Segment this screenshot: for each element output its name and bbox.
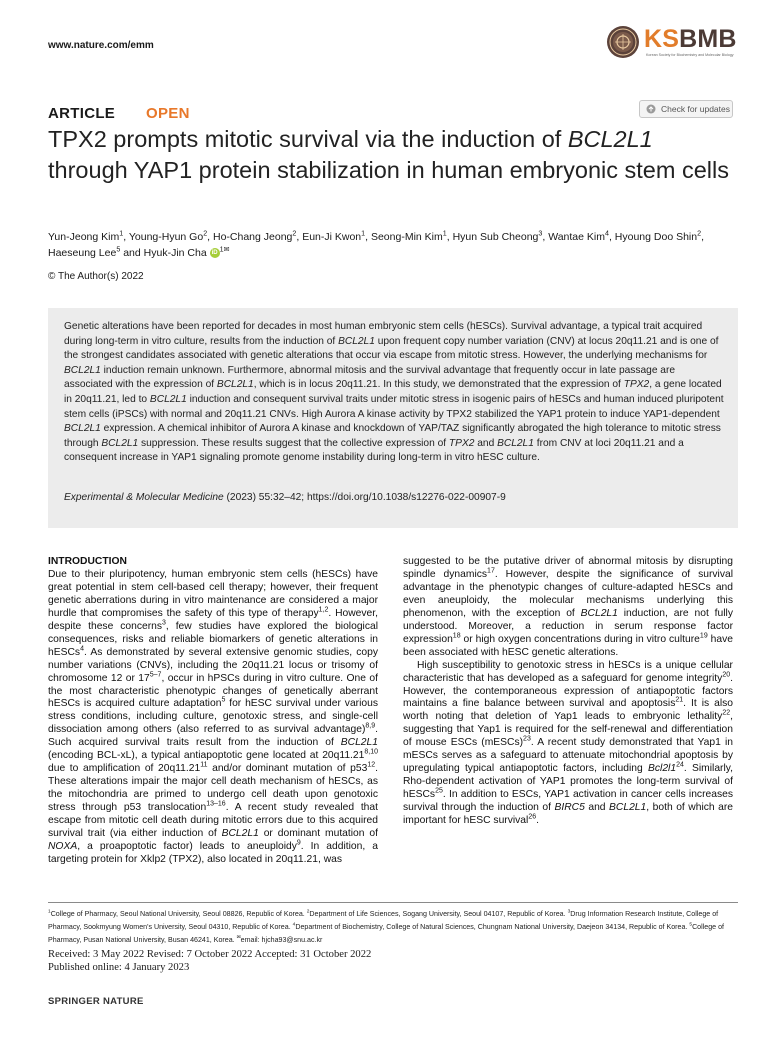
paragraph-continued: suggested to be the putative driver of abnormal mitosis by disrupting spindle dynamics$^{17}$. However, despite the significance of survival advantage in the phenotypic changes of culture-adapted hESCs and even aneuploidy, the molecular mechanisms underlying this phenomenon, with the exception of BCL2L1 induction, are not fully understood. Moreover, a reduction in serum response factor expression$^{18}$ or high oxygen concentrations during in vitro culture$^{19}$ have been associated with hESC genetic alterations. <box>403 556 733 658</box>
reference-citation[interactable]: 25 <box>435 787 443 795</box>
article-title: TPX2 prompts mitotic survival via the induction of BCL2L1 through YAP1 protein stabilization in human embryonic stem cells <box>48 126 729 183</box>
reference-citation[interactable]: 11 <box>200 761 208 769</box>
doi-link[interactable]: (2023) 55:32–42; https://doi.org/10.1038/s12276-022-00907-9 <box>223 492 506 503</box>
reference-citation[interactable]: 4 <box>80 645 84 653</box>
logo-wordmark: KSBMB <box>644 25 737 53</box>
paragraph: Due to their pluripotency, human embryonic stem cells (hESCs) have great potential in stem cell-based cell therapy; however, their frequent genetic aberrations during in vitro maintenance are considered a major hurdle that compromises the safety of this type of therapy$^{1,2}$. However, despite these concerns$^3$, few studies have explored the biological consequences, risks and reliable biomarkers of genetic alterations in hESCs$^4$. As demonstrated by several extensive genomic studies, copy number variations (CNVs), including the 20q11.21 locus or trisomy of chromosome 12 or 17$^{5-7}$, occur in hPSCs during in vitro culture. One of the most characteristic phenotypic changes of genetically aberrant hESCs is acquired culture adaptation$^5$ for hESC survival under various stress conditions, including culture, genotoxic stress, and single-cell dissociation among others (also referred to as survival advantage)$^{8,9}$. Such acquired survival traits result from the induction of BCL2L1 (encoding BCL-xL), a typical antiapoptotic gene located at 20q11.21$^{8,10}$ due to amplification of 20q11.21$^{11}$ and/or dominant mutation of $p53^{12}$. These alterations impair the major cell death mechanism of hESCs, as the mitochondria are primed to undergo cell death upon genotoxic stress through p53 translocation$^{13-16}$. A recent study revealed that escape from mitotic cell death during mitotic errors due to this acquired survival trait (via either induction of BCL2L1 or dominant mutation of NOXA, a proapoptotic factor) leads to aneuploidy$^9$. In addition, a targeting protein for Xklp2 (TPX2), also located in 20q11.21, was <box>48 568 379 865</box>
affiliations: $^1$College of Pharmacy, Seoul National University, Seoul 08826, Republic of Korea. $^2$Department of Life Sciences, Sogang University, Seoul 04107, Republic of Korea. $^3$Drug Information Research Institute, College of Pharmacy, Sookmyung Women's University, Seoul 04310, Republic of Korea. $^4$Department of Biochemistry, College of Natural Sciences, Chungnam National University, Daejeon 34134, Republic of Korea. $^5$College of Pharmacy, Pusan National University, Busan 46241, Korea. ✉email: hjcha93@snu.ac.kr <box>48 909 725 944</box>
reference-citation[interactable]: 5–7 <box>149 671 162 679</box>
author[interactable]: Hyun Sub Cheong$^3$ <box>452 229 543 243</box>
orcid-icon[interactable]: iD <box>211 249 218 256</box>
journal-url[interactable]: www.nature.com/emm <box>48 40 154 51</box>
reference-citation[interactable]: 24 <box>676 761 684 769</box>
reference-citation[interactable]: 22 <box>722 710 731 718</box>
ksbmb-logo <box>606 25 738 61</box>
body-column-left <box>48 556 378 867</box>
reference-citation[interactable]: 9 <box>296 839 301 847</box>
author-list: Yun-Jeong Kim$^1$, Young-Hyun Go$^2$, Ho-Chang Jeong$^2$, Eun-Ji Kwon$^1$, Seong-Min Kim$^1$, Hyun Sub Cheong$^3$, Wantae Kim$^4$, Hyoung Doo Shin$^2$, Haeseung Lee$^5$ and Hyuk-Jin Cha iD $^{1✉}$ <box>48 229 704 259</box>
author[interactable]: Ho-Chang Jeong$^2$ <box>213 229 297 243</box>
abstract-text: Genetic alterations have been reported for decades in most human embryonic stem cells (hESCs). Survival advantage, a typical trait acquired during long-term in vitro culture, results from the induction of BCL2L1 upon frequent copy number variation (CNV) at locus 20q11.21 and is one of the strongest candidates associated with genetic alterations that occur via escape from mitotic stress. However, the underlying mechanisms for BCL2L1 induction remain unknown. Furthermore, abnormal mitosis and the survival advantage that frequently occur in late passage are associated with the expression of BCL2L1, which is in locus 20q11.21. In this study, we demonstrated that the expression of TPX2, a gene located in 20q11.21, led to BCL2L1 induction and consequent survival traits under mitotic stress in isogenic pairs of hESCs and human induced pluripotent stem cells (iPSCs) with normal and 20q11.21 CNVs. High Aurora A kinase activity by TPX2 stabilized the YAP1 protein to induce YAP1-dependent BCL2L1 expression. A chemical inhibitor of Aurora A kinase and knockdown of YAP/TAZ significantly abrogated the high tolerance to mitotic stress through BCL2L1 suppression. These results suggest that the collective expression of TPX2 and BCL2L1 from CNV at loci 20q11.21 and a consequent increase in YAP1 signaling promote genome instability during long-term in vitro hESC culture. <box>64 321 724 464</box>
reference-citation[interactable]: 8,9 <box>365 722 376 730</box>
logo-subtitle: Korean Society for Biochemistry and Molecular Biology <box>646 53 734 57</box>
reference-citation[interactable]: 5 <box>221 697 226 705</box>
copyright: © The Author(s) 2022 <box>48 271 144 282</box>
reference-citation[interactable]: 1 <box>48 909 51 915</box>
reference-citation[interactable]: 2 <box>306 909 310 915</box>
reference-citation[interactable]: 3 <box>567 909 571 915</box>
author[interactable]: Young-Hyun Go$^2$ <box>128 229 208 243</box>
author[interactable]: Eun-Ji Kwon$^1$ <box>302 229 366 243</box>
reference-citation[interactable]: 17 <box>487 567 495 575</box>
article-type-label: ARTICLE <box>48 105 116 122</box>
reference-citation[interactable]: 23 <box>523 735 531 743</box>
reference-citation[interactable]: 5 <box>689 922 693 928</box>
crossmark-icon <box>646 104 656 114</box>
footnote-rule <box>48 902 738 903</box>
reference-citation[interactable]: 12 <box>367 761 376 769</box>
publisher-logo: SPRINGER NATURE <box>48 996 144 1007</box>
citation: Experimental & Molecular Medicine (2023) 55:32–42; https://doi.org/10.1038/s12276-022-00907-9 <box>64 492 506 503</box>
reference-citation[interactable]: 18 <box>452 632 461 640</box>
received-revised-accepted: Received: 3 May 2022 Revised: 7 October 2022 Accepted: 31 October 2022 <box>48 949 372 960</box>
reference-citation[interactable]: 13–16 <box>206 800 226 808</box>
article-dates <box>48 948 448 974</box>
reference-citation[interactable]: 26 <box>528 813 537 821</box>
paragraph: High susceptibility to genotoxic stress in hESCs is a unique cellular characteristic that has developed as a safeguard for genome integrity$^{20}$. However, the contemporaneous expression of antiapoptotic factors maintains a fine balance between survival and apoptosis$^{21}$. It is also worth noting that deletion of Yap1 leads to embryonic lethality$^{22}$, suggesting that Yap1 is required for the self-renewal and differentiation of mouse ESCs (mESCs)$^{23}$. A recent study demonstrated that Yap1 in mESCs serves as a safeguard to attenuate mitochondrial apoptosis by upregulating typical antiapoptotic factors, including $Bcl2l1^{24}$. Similarly, Rho-dependent activation of YAP1 promotes the long-term survival of hESCs$^{25}$. In addition to ESCs, YAP1 activation in cancer cells increases survival through the induction of BIRC5 and BCL2L1, both of which are important for hESC survival$^{26}$. <box>403 659 734 827</box>
reference-citation[interactable]: ✉ <box>236 935 241 941</box>
body-column-right <box>403 556 733 828</box>
author[interactable]: Seong-Min Kim$^1$ <box>370 229 447 243</box>
section-heading-introduction: INTRODUCTION <box>48 556 127 567</box>
author[interactable]: Hyuk-Jin Cha <box>143 246 207 259</box>
check-for-updates-label: Check for updates <box>661 104 730 114</box>
author[interactable]: Yun-Jeong Kim$^1$ <box>48 229 124 243</box>
reference-citation[interactable]: 8,10 <box>364 748 378 756</box>
check-for-updates-button[interactable] <box>639 100 733 118</box>
reference-citation[interactable]: 21 <box>675 697 684 705</box>
open-access-label: OPEN <box>146 105 190 122</box>
ksbmb-seal-icon <box>606 25 640 59</box>
published-online: Published online: 4 January 2023 <box>48 962 190 974</box>
reference-citation[interactable]: 1,2 <box>318 606 329 614</box>
abstract-box <box>48 308 738 528</box>
reference-citation[interactable]: 3 <box>162 619 166 627</box>
reference-citation[interactable]: 4 <box>292 922 296 928</box>
reference-citation[interactable]: 20 <box>722 671 731 679</box>
author[interactable]: Hyoung Doo Shin$^2$ <box>614 229 702 243</box>
author[interactable]: Wantae Kim$^4$ <box>548 229 609 243</box>
author[interactable]: Haeseung Lee$^5$ <box>48 245 121 259</box>
reference-citation[interactable]: 19 <box>699 632 708 640</box>
